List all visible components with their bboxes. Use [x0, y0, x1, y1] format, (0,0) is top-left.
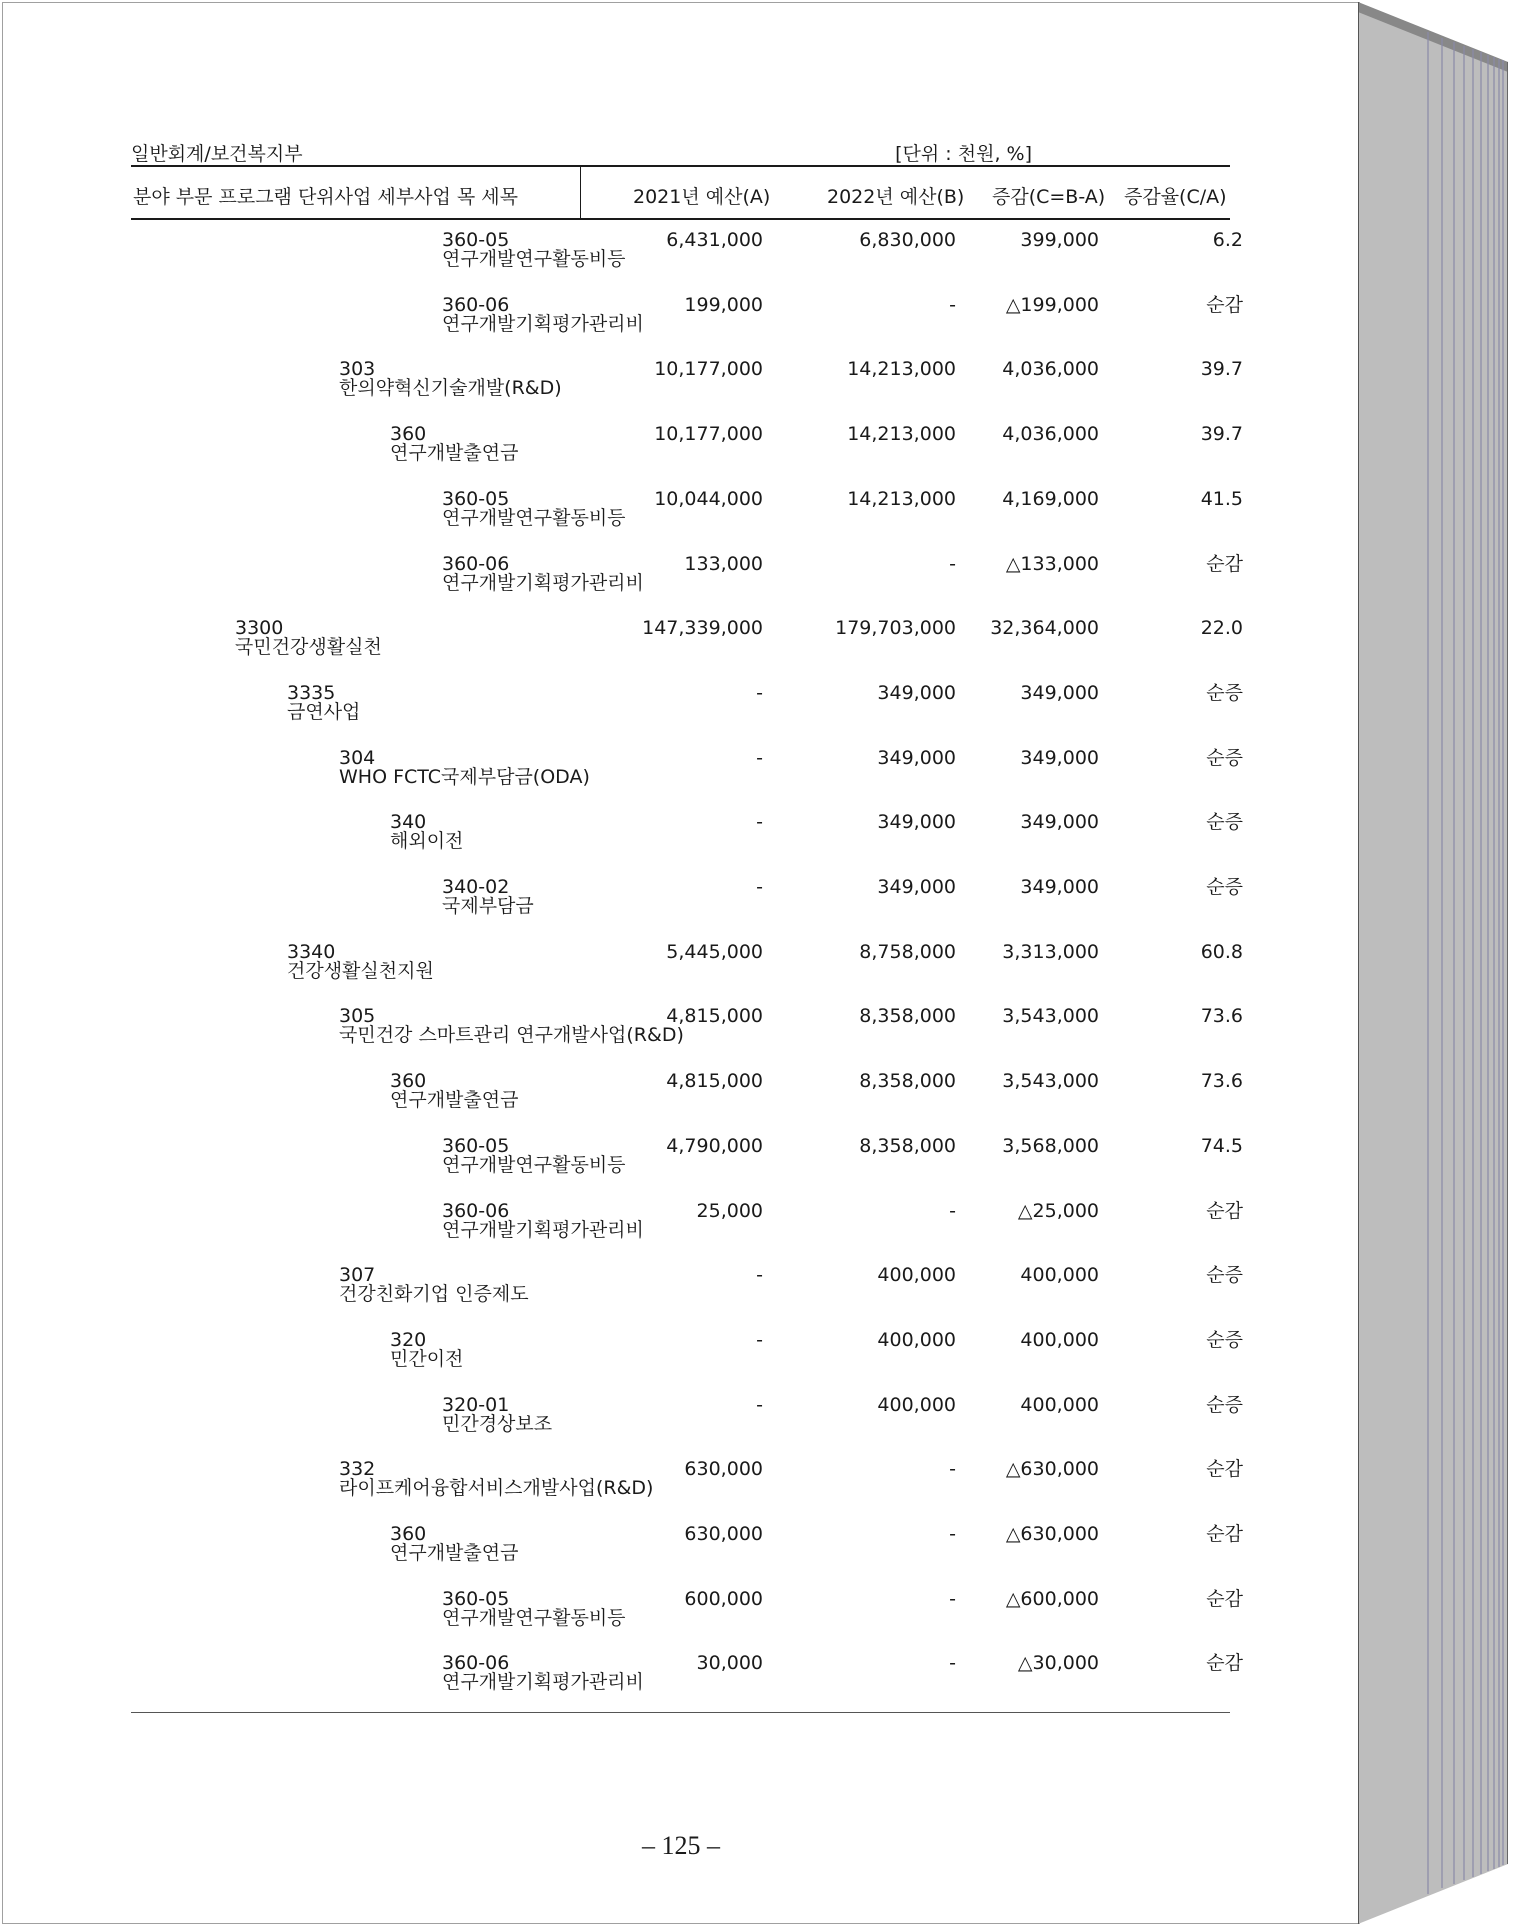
cell-change-rate: 22.0 — [1200, 617, 1243, 640]
cell-budget-2022: 349,000 — [877, 811, 956, 834]
row-code: 360-06 — [442, 1652, 510, 1675]
col-header-change-rate: 증감율(C/A) — [1124, 186, 1227, 208]
cell-change: 3,543,000 — [1002, 1070, 1099, 1093]
cell-change: 399,000 — [1020, 229, 1099, 251]
cell-change: 3,568,000 — [1002, 1134, 1099, 1157]
cell-change: △30,000 — [1017, 1652, 1099, 1675]
cell-change-rate: 순증 — [1206, 1264, 1243, 1287]
table-row — [3, 683, 1303, 743]
table-row — [3, 877, 1303, 937]
row-code: 332 — [339, 1458, 376, 1481]
row-code: 340 — [390, 811, 427, 834]
cell-change: 400,000 — [1020, 1328, 1099, 1351]
book-page-edge — [1358, 2, 1508, 1924]
cell-budget-2022: 400,000 — [877, 1393, 956, 1416]
col-header-budget-2021: 2021년 예산(A) — [633, 186, 771, 208]
cell-budget-2021: 10,177,000 — [654, 423, 763, 446]
table-row — [3, 359, 1303, 419]
table-header-rule — [131, 218, 1230, 220]
cell-budget-2021: 600,000 — [684, 1587, 763, 1610]
cell-budget-2021: 10,177,000 — [654, 358, 763, 381]
cell-change: 400,000 — [1020, 1393, 1099, 1416]
cell-budget-2022: 8,358,000 — [859, 1070, 956, 1093]
row-name: 건강친화기업 인증제도 — [339, 1283, 529, 1306]
cell-budget-2021: - — [756, 746, 763, 769]
cell-change: △133,000 — [1005, 552, 1099, 575]
row-code: 304 — [339, 746, 376, 769]
table-row — [3, 1653, 1303, 1713]
cell-budget-2022: 8,758,000 — [859, 940, 956, 963]
row-name: 한의약혁신기술개발(R&D) — [339, 377, 562, 400]
cell-budget-2021: - — [756, 1393, 763, 1416]
cell-change-rate: 순감 — [1206, 1652, 1243, 1675]
row-name: 연구개발출연금 — [390, 1542, 519, 1564]
row-code: 360-05 — [442, 487, 510, 510]
cell-budget-2021: 5,445,000 — [666, 940, 763, 963]
table-row — [3, 1136, 1303, 1196]
cell-budget-2022: 400,000 — [877, 1264, 956, 1287]
row-code: 3300 — [235, 617, 284, 640]
cell-change-rate: 순증 — [1206, 1393, 1243, 1416]
cell-change-rate: 74.5 — [1200, 1134, 1243, 1157]
cell-change: 3,543,000 — [1002, 1005, 1099, 1028]
cell-budget-2022: - — [949, 1199, 956, 1222]
table-row — [3, 812, 1303, 872]
row-name: 라이프케어융합서비스개발사업(R&D) — [339, 1477, 654, 1500]
row-code: 303 — [339, 358, 376, 381]
cell-change-rate: 순증 — [1206, 876, 1243, 898]
row-name: 금연사업 — [287, 700, 361, 723]
cell-budget-2021: 10,044,000 — [654, 487, 763, 510]
row-code: 307 — [339, 1264, 376, 1287]
cell-change-rate: 순감 — [1206, 1199, 1243, 1222]
cell-budget-2022: 179,703,000 — [835, 617, 956, 640]
row-code: 360-05 — [442, 229, 510, 251]
col-header-hierarchy: 분야 부문 프로그램 단위사업 세부사업 목 세목 — [133, 186, 518, 208]
table-row — [3, 230, 1303, 290]
cell-change: 349,000 — [1020, 876, 1099, 898]
row-name: 연구개발연구활동비등 — [442, 248, 626, 270]
table-row — [3, 1071, 1303, 1131]
table-row — [3, 748, 1303, 808]
cell-change: 349,000 — [1020, 746, 1099, 769]
row-name: 연구개발연구활동비등 — [442, 1153, 626, 1176]
cell-change-rate: 순감 — [1206, 1458, 1243, 1481]
cell-budget-2022: - — [949, 293, 956, 316]
row-code: 3340 — [287, 940, 336, 963]
cell-change-rate: 60.8 — [1200, 940, 1243, 963]
cell-change-rate: 순증 — [1206, 746, 1243, 769]
row-code: 3335 — [287, 681, 336, 704]
row-code: 340-02 — [442, 876, 510, 898]
cell-change-rate: 순감 — [1206, 1523, 1243, 1545]
cell-budget-2021: - — [756, 811, 763, 834]
cell-change: △199,000 — [1005, 293, 1099, 316]
row-name: 연구개발기획평가관리비 — [442, 312, 644, 335]
cell-change-rate: 73.6 — [1200, 1070, 1243, 1093]
cell-change: △630,000 — [1005, 1458, 1099, 1481]
row-name: 연구개발연구활동비등 — [442, 1606, 626, 1629]
row-code: 320-01 — [442, 1393, 510, 1416]
cell-change-rate: 39.7 — [1200, 423, 1243, 446]
row-code: 360 — [390, 1523, 427, 1545]
account-title: 일반회계/보건복지부 — [131, 143, 303, 165]
cell-budget-2021: 630,000 — [684, 1523, 763, 1545]
row-code: 360-06 — [442, 1199, 510, 1222]
cell-budget-2021: 630,000 — [684, 1458, 763, 1481]
cell-change-rate: 순감 — [1206, 552, 1243, 575]
table-row — [3, 1395, 1303, 1455]
header-column-divider — [580, 167, 581, 218]
row-code: 360-05 — [442, 1134, 510, 1157]
row-code: 360-05 — [442, 1587, 510, 1610]
cell-budget-2021: - — [756, 681, 763, 704]
cell-change-rate: 73.6 — [1200, 1005, 1243, 1028]
cell-change-rate: 순증 — [1206, 811, 1243, 834]
cell-change: 349,000 — [1020, 811, 1099, 834]
row-name: 연구개발출연금 — [390, 442, 519, 465]
row-name: 연구개발기획평가관리비 — [442, 1218, 644, 1241]
page-number: – 125 – — [642, 1831, 720, 1860]
table-row — [3, 1589, 1303, 1649]
cell-change-rate: 6.2 — [1212, 229, 1243, 251]
document-page — [2, 2, 1360, 1924]
table-row — [3, 1459, 1303, 1519]
table-row — [3, 1006, 1303, 1066]
row-name: 연구개발기획평가관리비 — [442, 571, 644, 594]
row-name: 건강생활실천지원 — [287, 959, 434, 982]
cell-change: 349,000 — [1020, 681, 1099, 704]
cell-change: 4,036,000 — [1002, 423, 1099, 446]
cell-budget-2022: 8,358,000 — [859, 1134, 956, 1157]
row-name: 국제부담금 — [442, 895, 534, 917]
row-name: WHO FCTC국제부담금(ODA) — [339, 765, 590, 788]
cell-budget-2021: 6,431,000 — [666, 229, 763, 251]
table-row — [3, 1265, 1303, 1325]
table-row — [3, 424, 1303, 484]
cell-change: △600,000 — [1005, 1587, 1099, 1610]
table-bottom-rule — [131, 1712, 1230, 1713]
cell-budget-2022: 6,830,000 — [859, 229, 956, 251]
cell-budget-2021: - — [756, 1328, 763, 1351]
cell-budget-2022: - — [949, 1652, 956, 1675]
cell-budget-2022: 14,213,000 — [847, 358, 956, 381]
row-name: 국민건강 스마트관리 연구개발사업(R&D) — [339, 1024, 684, 1047]
cell-change-rate: 39.7 — [1200, 358, 1243, 381]
row-code: 360 — [390, 423, 427, 446]
cell-budget-2022: 349,000 — [877, 876, 956, 898]
cell-budget-2021: 133,000 — [684, 552, 763, 575]
row-name: 해외이전 — [390, 830, 464, 853]
table-row — [3, 554, 1303, 614]
cell-change: △630,000 — [1005, 1523, 1099, 1545]
cell-budget-2022: - — [949, 1523, 956, 1545]
table-top-rule — [131, 165, 1230, 167]
row-code: 320 — [390, 1328, 427, 1351]
cell-change-rate: 순감 — [1206, 1587, 1243, 1610]
cell-budget-2022: - — [949, 1458, 956, 1481]
row-code: 360-06 — [442, 552, 510, 575]
cell-change-rate: 순증 — [1206, 1328, 1243, 1351]
cell-budget-2021: - — [756, 876, 763, 898]
cell-budget-2021: 199,000 — [684, 293, 763, 316]
cell-budget-2022: - — [949, 552, 956, 575]
row-name: 연구개발기획평가관리비 — [442, 1671, 644, 1694]
row-code: 305 — [339, 1005, 376, 1028]
col-header-budget-2022: 2022년 예산(B) — [827, 186, 965, 208]
col-header-change: 증감(C=B-A) — [992, 186, 1106, 208]
row-name: 민간이전 — [390, 1347, 464, 1370]
row-name: 연구개발출연금 — [390, 1089, 519, 1112]
row-code: 360-06 — [442, 293, 510, 316]
cell-change: 400,000 — [1020, 1264, 1099, 1287]
cell-change: 3,313,000 — [1002, 940, 1099, 963]
cell-budget-2022: - — [949, 1587, 956, 1610]
cell-budget-2022: 8,358,000 — [859, 1005, 956, 1028]
table-row — [3, 618, 1303, 678]
cell-budget-2022: 400,000 — [877, 1328, 956, 1351]
table-row — [3, 489, 1303, 549]
row-code: 360 — [390, 1070, 427, 1093]
cell-change-rate: 41.5 — [1200, 487, 1243, 510]
table-row — [3, 1330, 1303, 1390]
cell-budget-2022: 14,213,000 — [847, 423, 956, 446]
cell-budget-2022: 14,213,000 — [847, 487, 956, 510]
cell-change: 4,169,000 — [1002, 487, 1099, 510]
cell-change-rate: 순감 — [1206, 293, 1243, 316]
cell-budget-2021: - — [756, 1264, 763, 1287]
unit-label: [단위 : 천원, %] — [895, 143, 1032, 165]
row-name: 연구개발연구활동비등 — [442, 506, 626, 529]
row-name: 민간경상보조 — [442, 1412, 553, 1435]
cell-budget-2022: 349,000 — [877, 681, 956, 704]
row-name: 국민건강생활실천 — [235, 636, 382, 659]
cell-change: 4,036,000 — [1002, 358, 1099, 381]
cell-budget-2021: 4,790,000 — [666, 1134, 763, 1157]
cell-budget-2021: 147,339,000 — [642, 617, 763, 640]
table-row — [3, 1524, 1303, 1584]
cell-change-rate: 순증 — [1206, 681, 1243, 704]
cell-budget-2021: 4,815,000 — [666, 1005, 763, 1028]
table-row — [3, 942, 1303, 1002]
cell-change: 32,364,000 — [990, 617, 1099, 640]
cell-budget-2021: 30,000 — [696, 1652, 763, 1675]
table-row — [3, 1201, 1303, 1261]
cell-budget-2021: 4,815,000 — [666, 1070, 763, 1093]
table-row — [3, 295, 1303, 355]
cell-budget-2021: 25,000 — [696, 1199, 763, 1222]
cell-change: △25,000 — [1017, 1199, 1099, 1222]
cell-budget-2022: 349,000 — [877, 746, 956, 769]
